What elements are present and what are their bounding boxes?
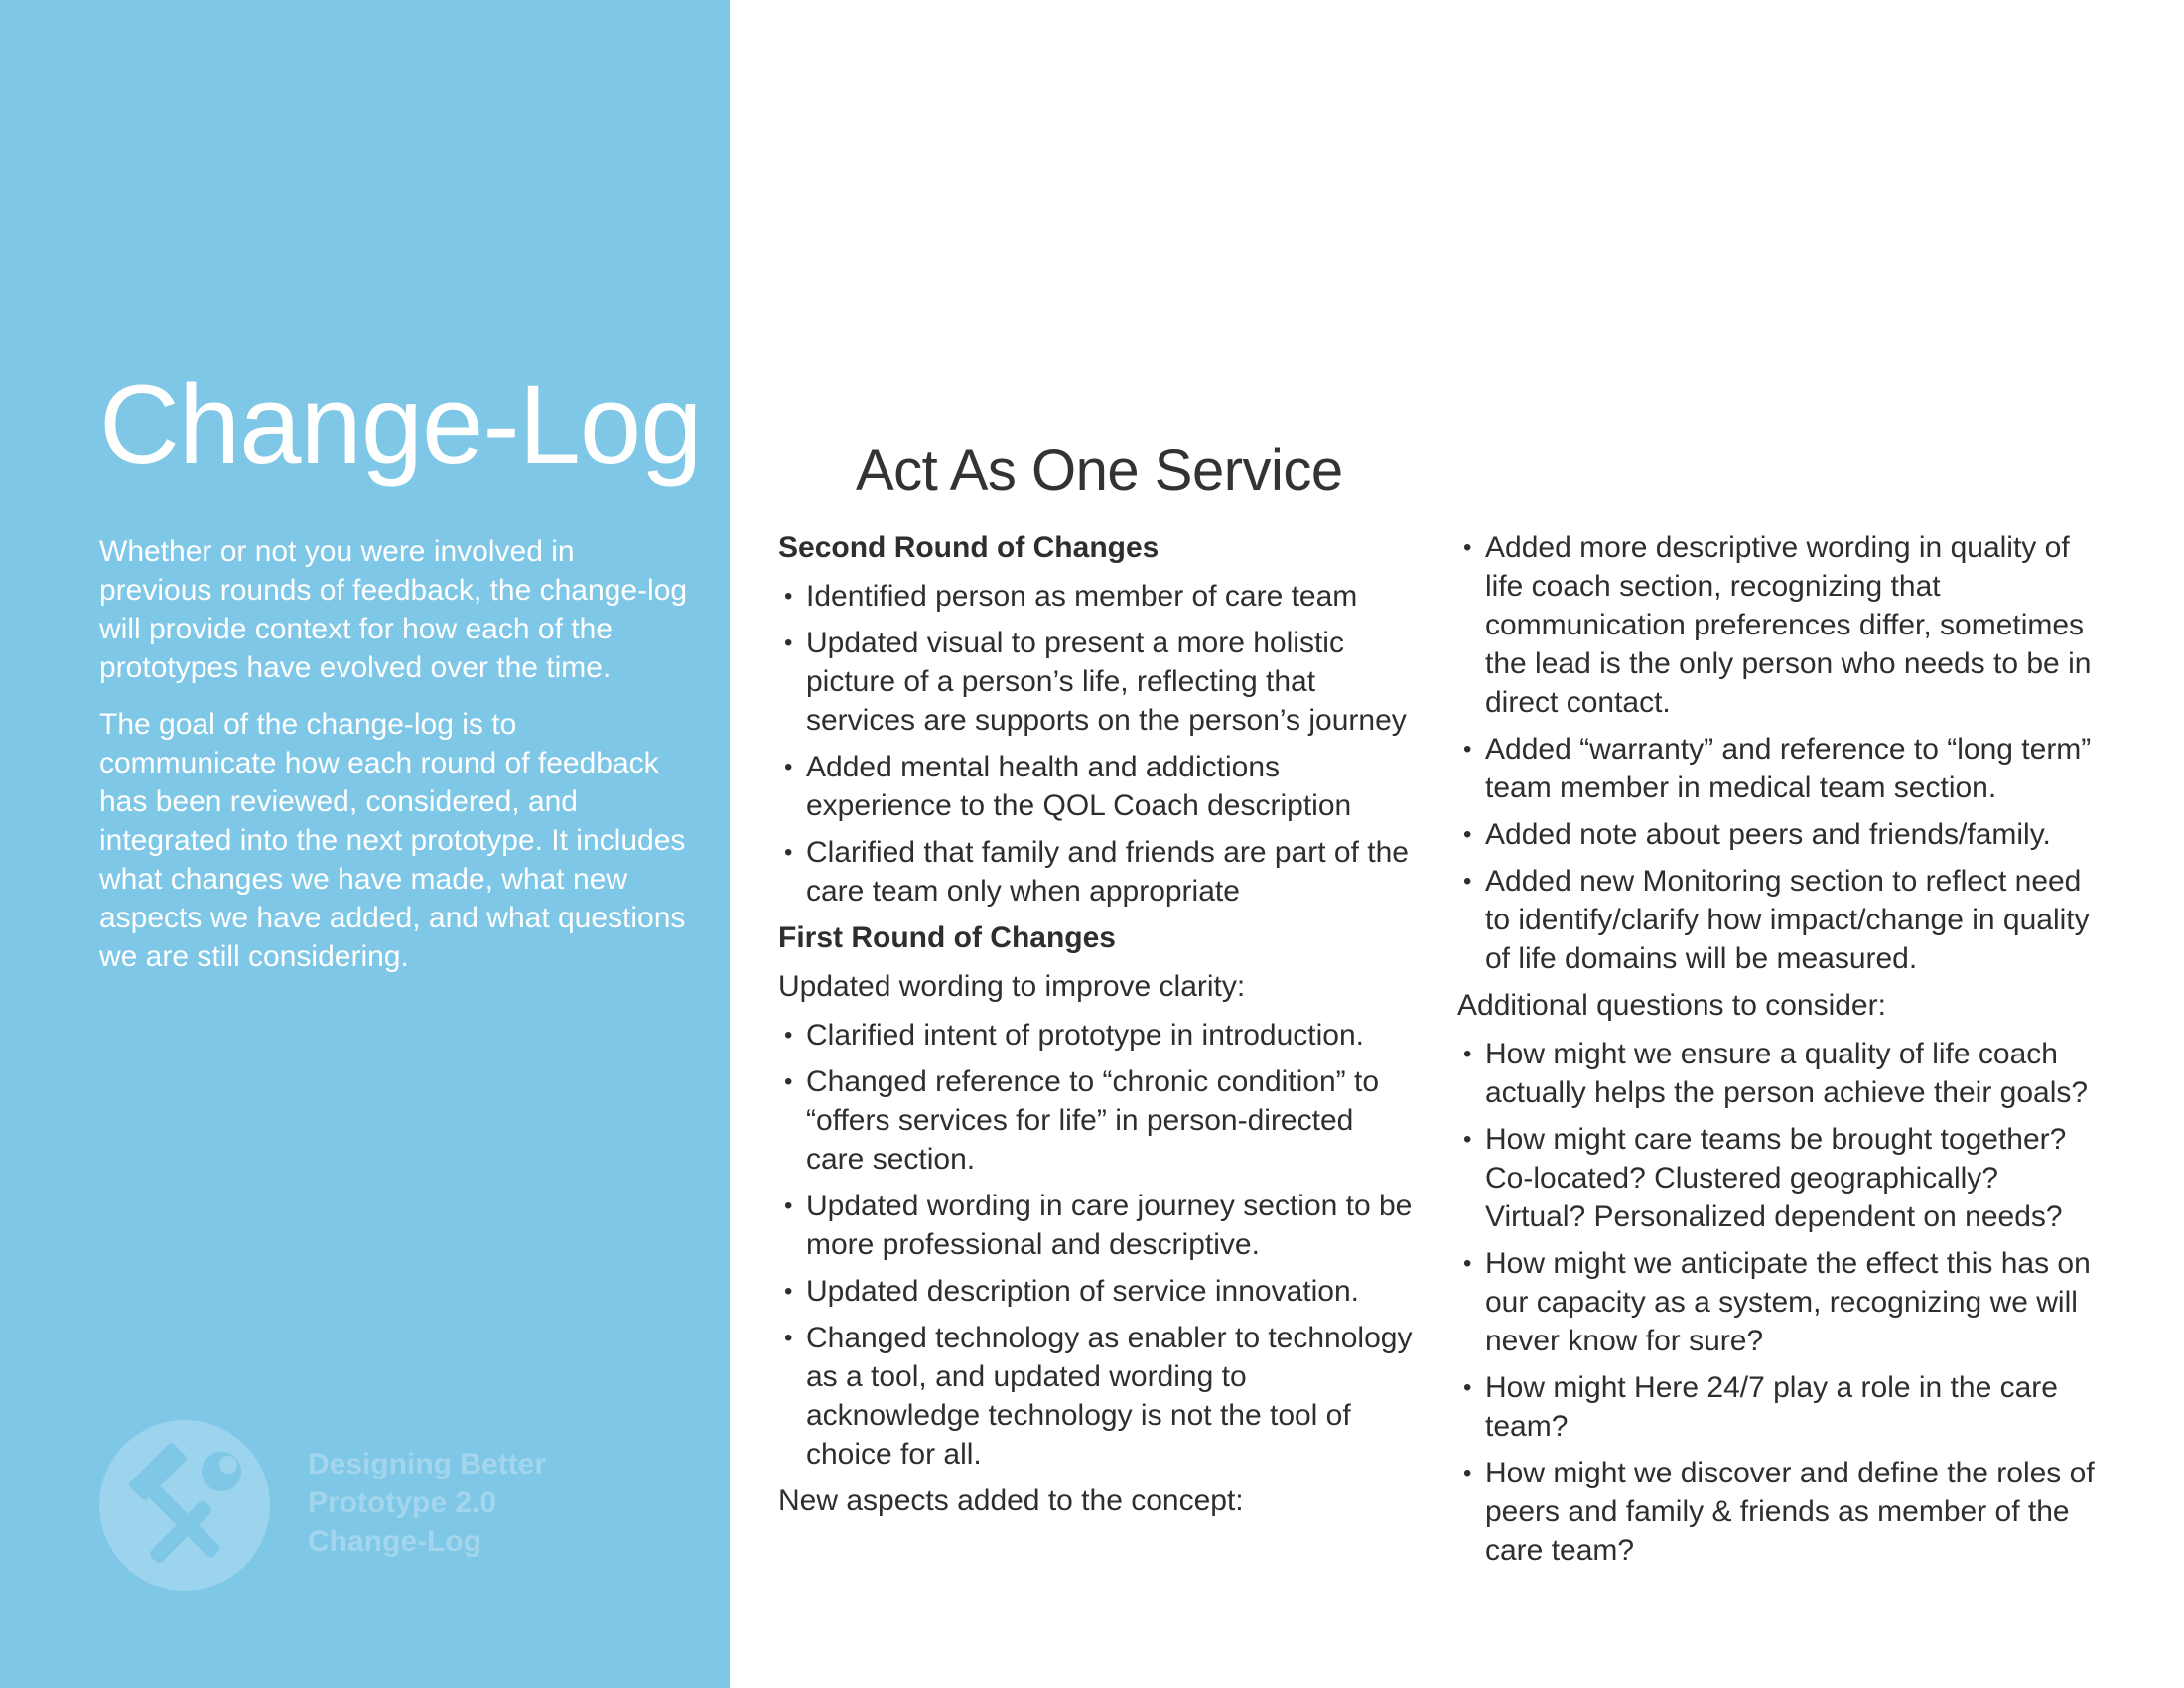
list-item-text: Changed technology as enabler to technology as a tool, and updated wording to acknowledge technology is not the tool of choice for all. — [806, 1322, 1413, 1471]
bullet-icon: • — [784, 583, 793, 610]
bullet-icon: • — [784, 630, 793, 656]
bullet-icon: • — [784, 839, 793, 866]
list-item — [1457, 528, 2103, 722]
list-item — [778, 1187, 1414, 1264]
list-item — [1457, 1035, 2103, 1112]
hammer-wrench-icon — [99, 1420, 270, 1591]
list-item-text: Clarified that family and friends are part of the care team only when appropriate — [806, 836, 1409, 908]
bullet-icon: • — [784, 1278, 793, 1305]
section-heading-first-round: First Round of Changes — [778, 921, 1116, 954]
list-item-text: How might care teams be brought together? Co-located? Clustered geographically? Virtual? Personalized dependent on needs? — [1485, 1123, 2067, 1233]
section-heading-second-round: Second Round of Changes — [778, 531, 1160, 564]
bullet-icon: • — [784, 754, 793, 780]
right-column — [1457, 528, 2103, 1578]
intro-paragraph: Whether or not you were involved in previous rounds of feedback, the change-log will provide context for how each of the prototypes have evolved over the time. — [99, 535, 688, 684]
list-item-text: How might we discover and define the roles of peers and family & friends as member of the care team? — [1485, 1457, 2095, 1567]
new-aspects-list — [1457, 528, 2103, 978]
list-item-text: Changed reference to “chronic condition” to “offers services for life” in person-directed care section. — [806, 1065, 1380, 1176]
second-round-list — [778, 577, 1414, 911]
list-item — [778, 1016, 1414, 1055]
list-item — [1457, 862, 2103, 978]
list-item-text: Added new Monitoring section to reflect need to identify/clarify how impact/change in quality of life domains will be measured. — [1485, 865, 2090, 975]
bullet-icon: • — [784, 1022, 793, 1049]
footer-line: Designing Better — [308, 1448, 547, 1480]
bullet-icon: • — [784, 1193, 793, 1219]
list-item-text: Added mental health and addictions experience to the QOL Coach description — [806, 751, 1352, 822]
list-item-text: Clarified intent of prototype in introduction. — [806, 1019, 1364, 1052]
list-item-text: How might Here 24/7 play a role in the care team? — [1485, 1371, 2058, 1443]
list-item-text: Identified person as member of care team — [806, 580, 1358, 613]
sidebar-title: Change-Log — [99, 362, 702, 487]
list-item — [778, 1062, 1414, 1179]
list-item-text: Updated wording in care journey section to be more professional and descriptive. — [806, 1190, 1413, 1261]
bullet-icon: • — [1463, 868, 1472, 895]
list-item-text: Updated visual to present a more holistic picture of a person’s life, reflecting that services are supports on the person’s journey — [806, 627, 1407, 737]
list-item — [1457, 730, 2103, 807]
list-item — [778, 624, 1414, 740]
bullet-icon: • — [784, 1325, 793, 1351]
bullet-icon: • — [1463, 1250, 1472, 1277]
left-column — [778, 528, 1414, 1530]
list-item — [778, 833, 1414, 911]
first-round-intro: Updated wording to improve clarity: — [778, 970, 1246, 1003]
list-item — [1457, 1454, 2103, 1570]
list-item — [778, 1319, 1414, 1474]
bullet-icon: • — [1463, 821, 1472, 848]
bullet-icon: • — [784, 1068, 793, 1095]
bullet-icon: • — [1463, 736, 1472, 763]
bullet-icon: • — [1463, 1126, 1472, 1153]
intro-text — [99, 532, 695, 994]
questions-intro: Additional questions to consider: — [1457, 989, 1886, 1022]
list-item — [1457, 1120, 2103, 1236]
list-item — [778, 577, 1414, 616]
list-item — [1457, 1244, 2103, 1360]
footer-line: Prototype 2.0 — [308, 1486, 497, 1519]
footer-line: Change-Log — [308, 1525, 481, 1558]
footer-text — [308, 1445, 546, 1561]
list-item-text: How might we anticipate the effect this has on our capacity as a system, recognizing we will never know for sure? — [1485, 1247, 2091, 1357]
list-item — [1457, 815, 2103, 854]
questions-list — [1457, 1035, 2103, 1570]
bullet-icon: • — [1463, 534, 1472, 561]
new-aspects-intro: New aspects added to the concept: — [778, 1484, 1244, 1517]
bullet-icon: • — [1463, 1460, 1472, 1486]
list-item-text: Added “warranty” and reference to “long term” team member in medical team section. — [1485, 733, 2092, 804]
bullet-icon: • — [1463, 1374, 1472, 1401]
list-item-text: Updated description of service innovation. — [806, 1275, 1359, 1308]
first-round-list — [778, 1016, 1414, 1474]
page-title: Act As One Service — [856, 438, 1343, 502]
list-item — [1457, 1368, 2103, 1446]
bullet-icon: • — [1463, 1041, 1472, 1067]
list-item — [778, 1272, 1414, 1311]
list-item-text: Added more descriptive wording in quality of life coach section, recognizing that communication preferences differ, sometimes the lead is the only person who needs to be in direct contact. — [1485, 531, 2092, 719]
list-item-text: Added note about peers and friends/family. — [1485, 818, 2051, 851]
sidebar-panel — [0, 0, 730, 1688]
intro-paragraph: The goal of the change-log is to communicate how each round of feedback has been reviewed, considered, and integrated into the next prototype. It includes what changes we have made, what new aspects we have added, and what questions we are still considering. — [99, 708, 686, 973]
list-item — [778, 748, 1414, 825]
list-item-text: How might we ensure a quality of life coach actually helps the person achieve their goals? — [1485, 1038, 2089, 1109]
